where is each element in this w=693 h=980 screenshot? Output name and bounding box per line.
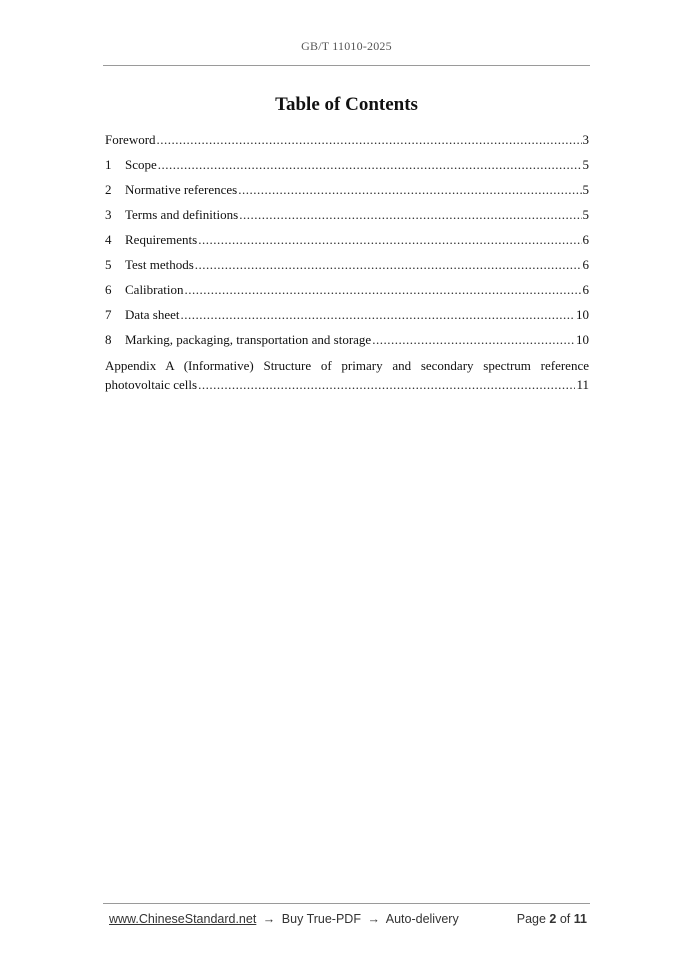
toc-entry-label: Requirements	[125, 232, 198, 247]
toc-entry-number: 6	[105, 282, 112, 297]
toc-appendix-title-line1: Appendix A (Informative) Structure of primary and secondary spectrum reference	[105, 358, 589, 373]
toc-entry-data-sheet[interactable]	[105, 306, 589, 331]
toc-entry-test-methods[interactable]	[105, 256, 589, 281]
toc-entry-page: 6	[582, 282, 589, 297]
toc-entry-foreword[interactable]	[105, 131, 589, 156]
toc-entry-label: Marking, packaging, transportation and storage	[125, 332, 372, 347]
toc-entry-number: 5	[105, 257, 112, 272]
toc-leader-dots	[239, 206, 581, 223]
toc-entry-label: Calibration	[125, 282, 184, 297]
total-page-number: 11	[573, 912, 587, 926]
toc-leader-dots	[157, 131, 582, 148]
arrow-right-icon: →	[367, 912, 380, 926]
toc-entry-label: Test methods	[125, 257, 194, 272]
toc-entry-number: 3	[105, 207, 112, 222]
toc-entry-number: 2	[105, 182, 112, 197]
toc-entry-page: 5	[582, 207, 589, 222]
auto-delivery-text: Auto-delivery	[385, 912, 459, 926]
toc-entry-page: 5	[582, 182, 589, 197]
toc-leader-dots	[181, 306, 575, 323]
toc-entry-label: Foreword	[105, 132, 156, 147]
site-link[interactable]: www.ChineseStandard.net	[109, 912, 257, 926]
of-word: of	[559, 912, 571, 926]
toc-entry-label: Data sheet	[125, 307, 180, 322]
toc-entry-page: 11	[576, 377, 589, 392]
toc-entry-page: 10	[576, 332, 589, 347]
footer-promo	[109, 912, 459, 926]
toc-entry-number: 4	[105, 232, 112, 247]
toc-entry-terms-and-definitions[interactable]	[105, 206, 589, 231]
header-divider	[103, 65, 590, 66]
table-of-contents	[105, 131, 589, 394]
toc-appendix-title-line2: photovoltaic cells	[105, 377, 198, 392]
toc-entry-number: 8	[105, 332, 112, 347]
toc-leader-dots	[185, 281, 582, 298]
toc-leader-dots	[198, 375, 575, 394]
toc-entry-page: 6	[582, 232, 589, 247]
toc-entry-scope[interactable]	[105, 156, 589, 181]
toc-entry-page: 3	[582, 132, 589, 147]
toc-leader-dots	[158, 156, 582, 173]
toc-entry-page: 5	[582, 157, 589, 172]
toc-entry-page: 10	[576, 307, 589, 322]
current-page-number: 2	[549, 912, 557, 926]
toc-entry-requirements[interactable]	[105, 231, 589, 256]
document-header-id: GB/T 11010-2025	[301, 39, 392, 53]
toc-entry-number: 7	[105, 307, 112, 322]
toc-entry-marking-packaging[interactable]	[105, 331, 589, 356]
toc-title: Table of Contents	[275, 94, 418, 115]
toc-appendix-line2	[105, 375, 589, 394]
arrow-right-icon: →	[262, 912, 276, 926]
toc-entry-label: Normative references	[125, 182, 238, 197]
page-word: Page	[516, 912, 546, 926]
toc-entry-calibration[interactable]	[105, 281, 589, 306]
footer-divider	[103, 903, 590, 904]
toc-leader-dots	[195, 256, 582, 273]
toc-entry-page: 6	[582, 257, 589, 272]
toc-entry-number: 1	[105, 157, 112, 172]
toc-entry-normative-references[interactable]	[105, 181, 589, 206]
toc-leader-dots	[198, 231, 581, 248]
toc-entry-label: Scope	[125, 157, 157, 172]
toc-leader-dots	[372, 331, 575, 348]
toc-entry-appendix-a[interactable]	[105, 356, 589, 394]
toc-entry-label: Terms and definitions	[125, 207, 239, 222]
page-indicator	[517, 912, 587, 926]
toc-leader-dots	[238, 181, 581, 198]
page-footer	[109, 912, 587, 930]
buy-true-pdf-text: Buy True-PDF	[281, 912, 361, 926]
